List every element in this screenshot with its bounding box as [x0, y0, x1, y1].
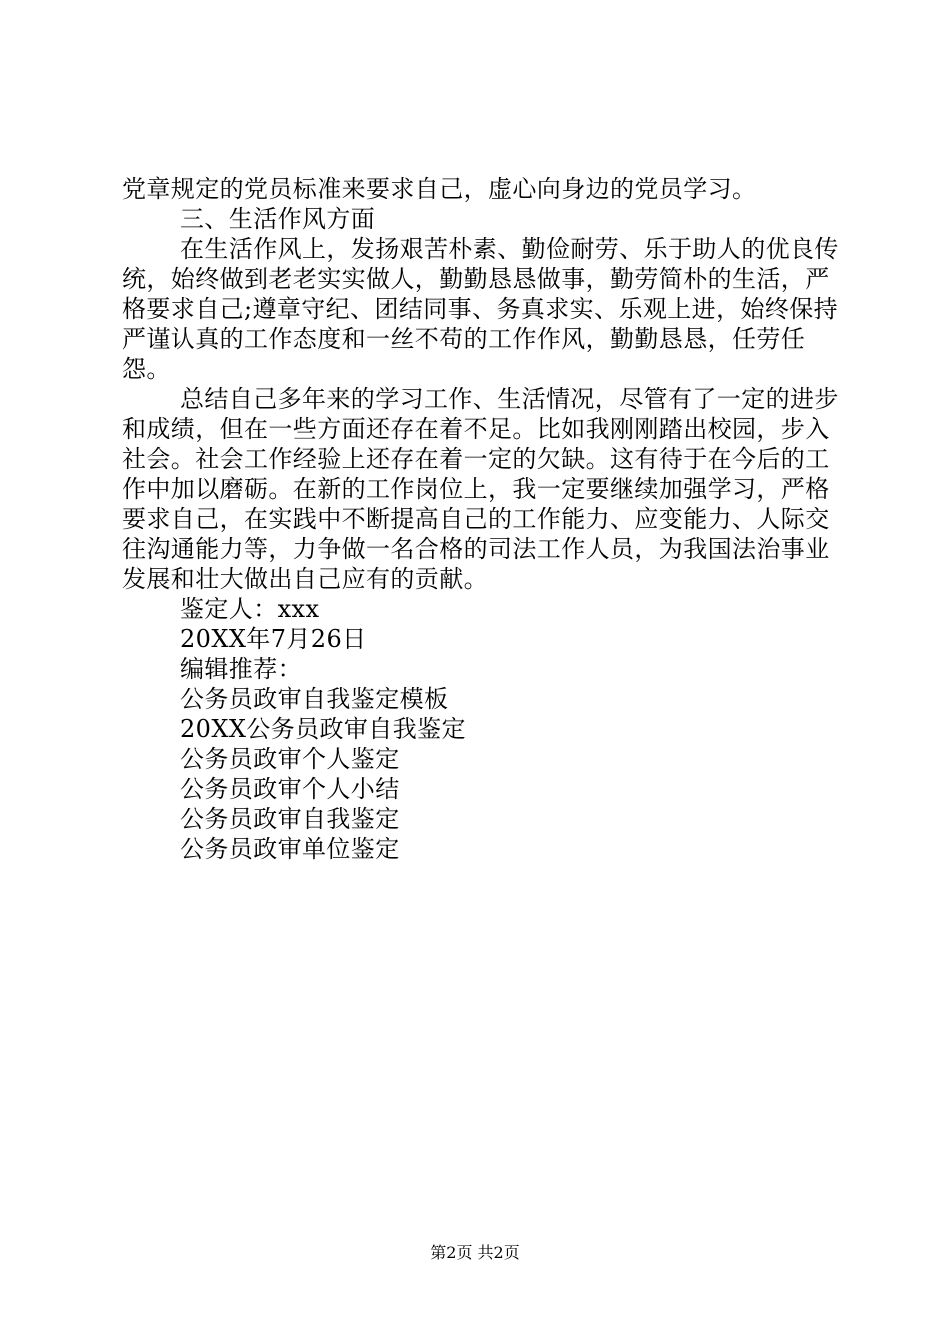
- recommend-item: 公务员政审单位鉴定: [180, 835, 400, 863]
- date-line: 20XX年7月26日: [180, 625, 367, 653]
- document-body: [122, 174, 842, 864]
- recommend-item: 公务员政审自我鉴定: [180, 805, 400, 833]
- section-heading: 三、生活作风方面: [180, 205, 376, 233]
- paragraph-summary: 总结自己多年来的学习工作、生活情况，尽管有了一定的进步和成绩，但在一些方面还存在着不足。比如我刚刚踏出校园，步入社会。社会工作经验上还存在着一定的欠缺。这有待于在今后的工作中加以磨砺。在新的工作岗位上，我一定要继续加强学习，严格要求自己，在实践中不断提高自己的工作能力、应变能力、人际交往沟通能力等，力争做一名合格的司法工作人员，为我国法治事业发展和壮大做出自己应有的贡献。: [122, 385, 839, 593]
- paragraph-continuation: 党章规定的党员标准来要求自己，虚心向身边的党员学习。: [122, 175, 757, 203]
- recommend-item: 公务员政审自我鉴定模板: [180, 685, 449, 713]
- recommend-item: 公务员政审个人鉴定: [180, 745, 400, 773]
- recommend-item: 公务员政审个人小结: [180, 775, 400, 803]
- page-number-footer: 第2页 共2页: [430, 1243, 520, 1262]
- signer-line: 鉴定人：xxx: [180, 595, 320, 623]
- recommend-heading: 编辑推荐：: [180, 655, 302, 683]
- recommend-item: 20XX公务员政审自我鉴定: [180, 715, 466, 743]
- paragraph-lifestyle: 在生活作风上，发扬艰苦朴素、勤俭耐劳、乐于助人的优良传统，始终做到老老实实做人，勤勤恳恳做事，勤劳简朴的生活，严格要求自己;遵章守纪、团结同事、务真求实、乐观上进，始终保持严谨认真的工作态度和一丝不苟的工作作风，勤勤恳恳，任劳任怨。: [122, 235, 839, 383]
